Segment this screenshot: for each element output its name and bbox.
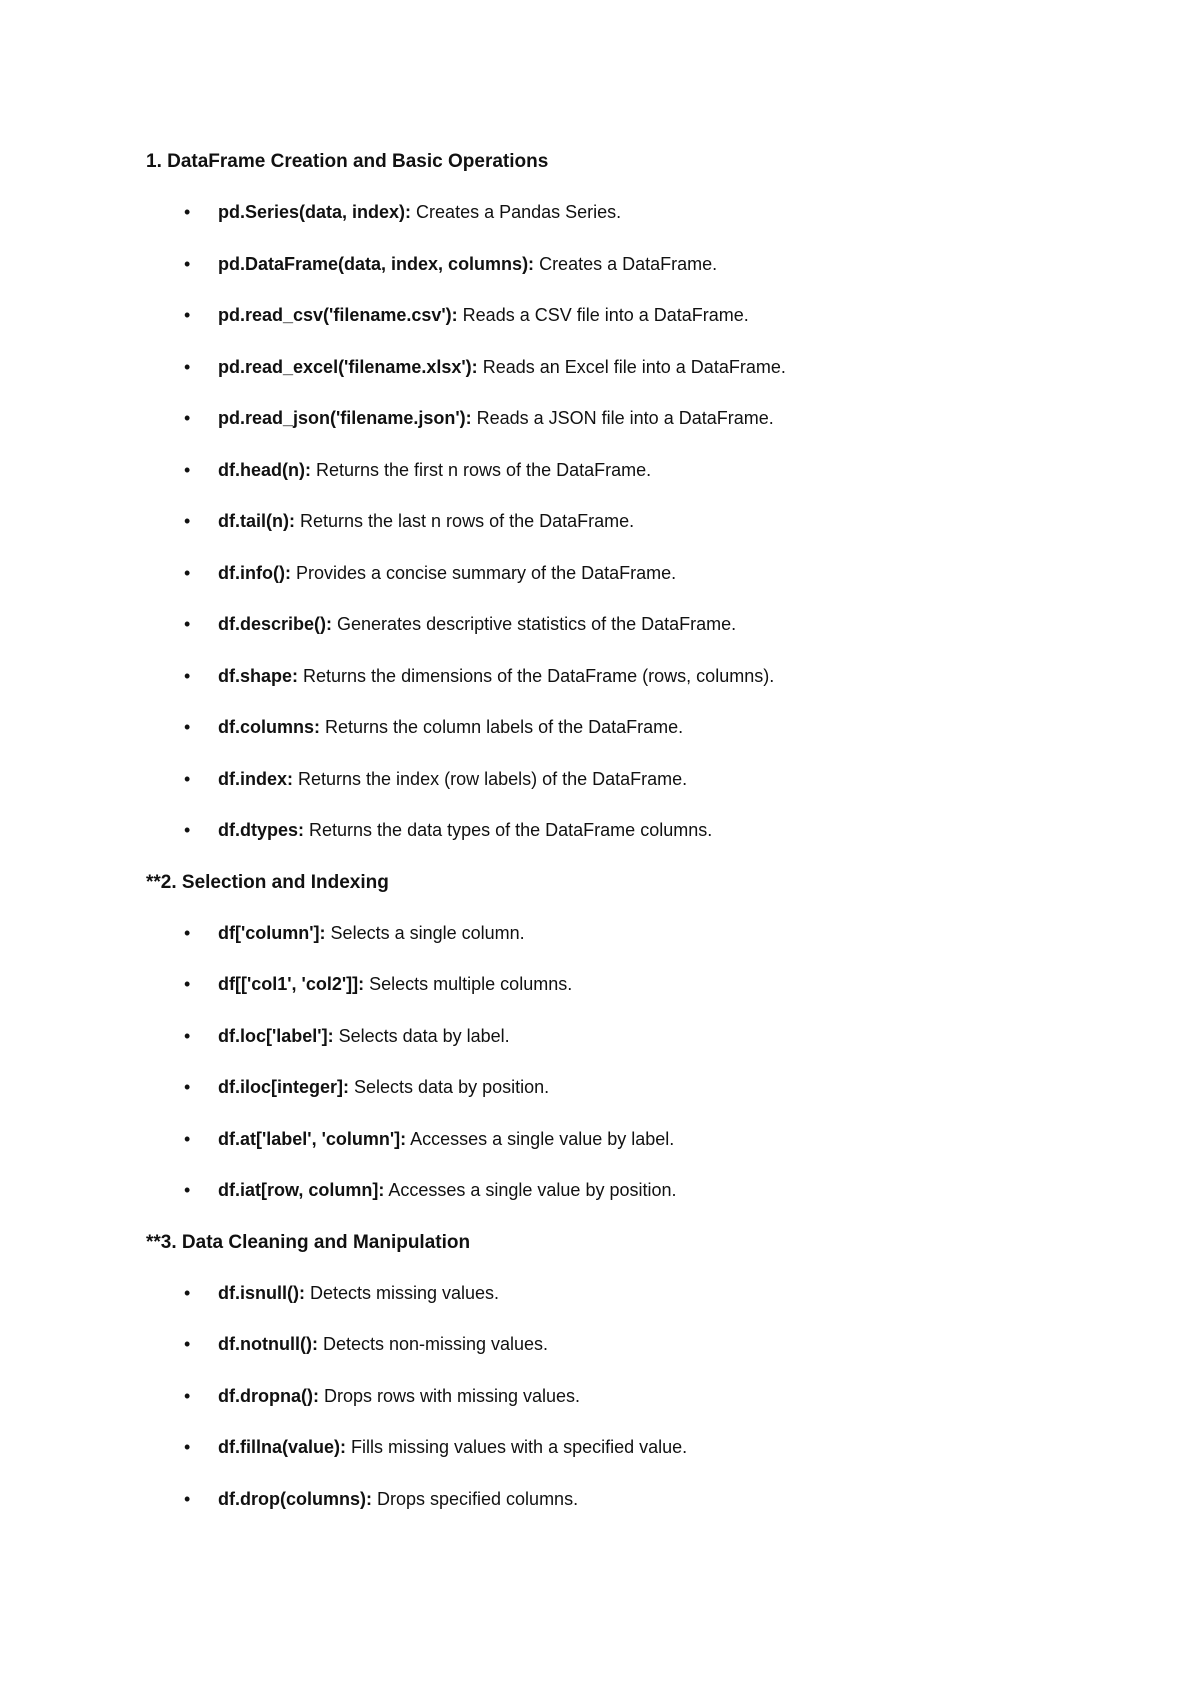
bullet-icon: • bbox=[184, 922, 191, 943]
bullet-icon: • bbox=[184, 356, 191, 377]
method-name: df.index: bbox=[218, 768, 293, 789]
method-name: df.iloc[integer]: bbox=[218, 1077, 349, 1097]
method-description: Creates a DataFrame. bbox=[534, 253, 718, 274]
method-description: Reads an Excel file into a DataFrame. bbox=[477, 356, 786, 377]
list-item bbox=[146, 1019, 1106, 1054]
method-description: Drops rows with missing values. bbox=[318, 1385, 581, 1406]
method-name: df['column']: bbox=[218, 922, 326, 943]
method-description: Detects non-missing values. bbox=[317, 1334, 549, 1354]
method-name: pd.DataFrame(data, index, columns): bbox=[218, 253, 535, 274]
bullet-icon: • bbox=[184, 1180, 191, 1200]
method-name: df.iat[row, column]: bbox=[218, 1180, 385, 1200]
method-description: Returns the index (row labels) of the DataFrame. bbox=[293, 768, 688, 789]
list-item bbox=[146, 1173, 1106, 1208]
list-item bbox=[146, 1430, 1106, 1465]
bullet-icon: • bbox=[184, 1334, 191, 1354]
method-name: pd.read_excel('filename.xlsx'): bbox=[218, 356, 478, 377]
list-item bbox=[146, 195, 1106, 230]
section-heading: **2. Selection and Indexing bbox=[146, 871, 389, 893]
method-name: pd.read_csv('filename.csv'): bbox=[218, 305, 458, 325]
method-description: Fills missing values with a specified value. bbox=[346, 1437, 688, 1457]
list-item bbox=[146, 967, 1106, 1002]
bullet-icon: • bbox=[184, 1437, 191, 1457]
section-dataframe-creation bbox=[146, 144, 1106, 848]
list-item bbox=[146, 1122, 1106, 1157]
method-description: Creates a Pandas Series. bbox=[411, 202, 622, 222]
list-item bbox=[146, 298, 1106, 333]
method-name: df.at['label', 'column']: bbox=[218, 1128, 407, 1149]
method-name: df.tail(n): bbox=[218, 511, 295, 531]
method-name: pd.read_json('filename.json'): bbox=[218, 408, 472, 428]
method-name: df.describe(): bbox=[218, 614, 333, 634]
method-name: df.loc['label']: bbox=[218, 1025, 334, 1046]
bullet-icon: • bbox=[184, 408, 191, 428]
bullet-icon: • bbox=[184, 202, 191, 222]
bullet-icon: • bbox=[184, 1128, 191, 1149]
method-name: df.info(): bbox=[218, 562, 291, 583]
method-description: Returns the last n rows of the DataFrame. bbox=[294, 511, 635, 531]
list-item bbox=[146, 1276, 1106, 1311]
bullet-list bbox=[146, 916, 1106, 1209]
method-description: Drops specified columns. bbox=[371, 1488, 579, 1509]
list-item bbox=[146, 504, 1106, 539]
method-description: Reads a JSON file into a DataFrame. bbox=[471, 408, 774, 428]
method-description: Provides a concise summary of the DataFrame. bbox=[290, 562, 677, 583]
list-item bbox=[146, 710, 1106, 745]
list-item bbox=[146, 1482, 1106, 1517]
list-item bbox=[146, 1327, 1106, 1362]
bullet-icon: • bbox=[184, 253, 191, 274]
bullet-icon: • bbox=[184, 1077, 191, 1097]
list-item bbox=[146, 659, 1106, 694]
bullet-icon: • bbox=[184, 459, 191, 480]
bullet-icon: • bbox=[184, 511, 191, 531]
list-item bbox=[146, 401, 1106, 436]
section-selection-indexing bbox=[146, 865, 1106, 1209]
section-data-cleaning bbox=[146, 1225, 1106, 1517]
bullet-list bbox=[146, 195, 1106, 848]
list-item bbox=[146, 607, 1106, 642]
method-name: df.dropna(): bbox=[218, 1385, 319, 1406]
bullet-icon: • bbox=[184, 1282, 191, 1303]
method-name: df.notnull(): bbox=[218, 1334, 318, 1354]
method-name: df.shape: bbox=[218, 665, 299, 686]
bullet-icon: • bbox=[184, 562, 191, 583]
method-name: pd.Series(data, index): bbox=[218, 202, 412, 222]
list-item bbox=[146, 916, 1106, 951]
bullet-icon: • bbox=[184, 768, 191, 789]
list-item bbox=[146, 556, 1106, 591]
bullet-list bbox=[146, 1276, 1106, 1517]
method-description: Generates descriptive statistics of the DataFrame. bbox=[332, 614, 737, 634]
method-description: Selects multiple columns. bbox=[364, 974, 573, 994]
bullet-icon: • bbox=[184, 1488, 191, 1509]
method-description: Returns the data types of the DataFrame columns. bbox=[304, 820, 713, 840]
section-heading: 1. DataFrame Creation and Basic Operations bbox=[146, 151, 549, 172]
method-description: Selects a single column. bbox=[325, 922, 525, 943]
method-name: df.drop(columns): bbox=[218, 1488, 372, 1509]
bullet-icon: • bbox=[184, 820, 191, 840]
method-name: df[['col1', 'col2']]: bbox=[218, 974, 365, 994]
document-body bbox=[146, 144, 1106, 1533]
bullet-icon: • bbox=[184, 717, 191, 737]
bullet-icon: • bbox=[184, 1385, 191, 1406]
list-item bbox=[146, 762, 1106, 797]
list-item bbox=[146, 247, 1106, 282]
method-description: Accesses a single value by label. bbox=[406, 1128, 675, 1149]
list-item bbox=[146, 453, 1106, 488]
bullet-icon: • bbox=[184, 305, 191, 325]
method-name: df.dtypes: bbox=[218, 820, 305, 840]
bullet-icon: • bbox=[184, 665, 191, 686]
method-description: Reads a CSV file into a DataFrame. bbox=[457, 305, 749, 325]
list-item bbox=[146, 1379, 1106, 1414]
method-name: df.isnull(): bbox=[218, 1282, 305, 1303]
method-description: Accesses a single value by position. bbox=[384, 1180, 677, 1200]
method-description: Selects data by position. bbox=[349, 1077, 550, 1097]
section-heading: **3. Data Cleaning and Manipulation bbox=[146, 1231, 471, 1253]
method-name: df.fillna(value): bbox=[218, 1437, 347, 1457]
list-item bbox=[146, 813, 1106, 848]
list-item bbox=[146, 1070, 1106, 1105]
bullet-icon: • bbox=[184, 1025, 191, 1046]
method-name: df.columns: bbox=[218, 717, 320, 737]
method-name: df.head(n): bbox=[218, 459, 311, 480]
method-description: Returns the dimensions of the DataFrame (rows, columns). bbox=[298, 665, 775, 686]
method-description: Returns the column labels of the DataFrame. bbox=[320, 717, 684, 737]
method-description: Detects missing values. bbox=[304, 1282, 500, 1303]
bullet-icon: • bbox=[184, 614, 191, 634]
method-description: Returns the first n rows of the DataFrame. bbox=[310, 459, 652, 480]
bullet-icon: • bbox=[184, 974, 191, 994]
list-item bbox=[146, 350, 1106, 385]
method-description: Selects data by label. bbox=[333, 1025, 510, 1046]
